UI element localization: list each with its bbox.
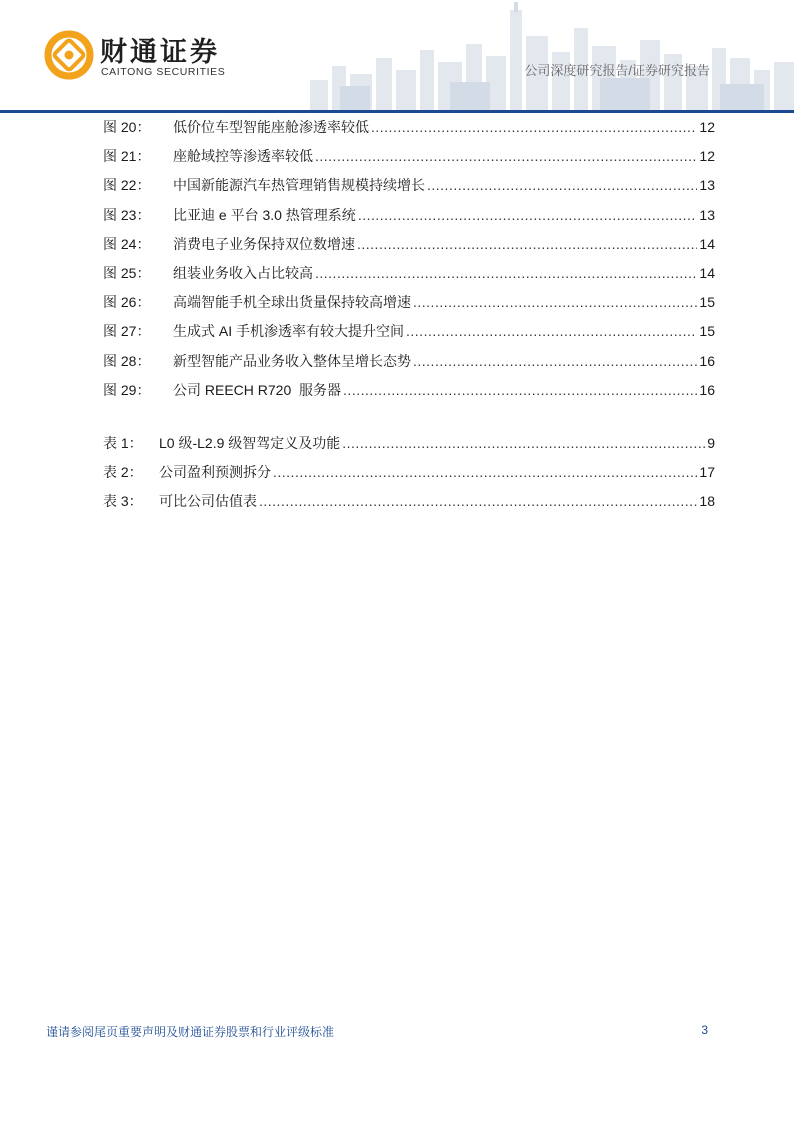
toc-entry-title: 高端智能手机全球出货量保持较高增速 [173,294,411,311]
toc-entry-title: 中国新能源汽车热管理销售规模持续增长 [173,177,425,194]
toc-entry-label: 表 3： [103,493,143,510]
section-spacer [103,409,715,433]
toc-entry-label: 图 29： [103,381,151,398]
toc-entry-page: 13 [699,206,715,223]
toc-entry-title: 低价位车型智能座舱渗透率较低 [173,119,369,135]
toc-entry-page: 14 [699,235,715,252]
toc-entry-label: 图 21： [103,148,151,165]
toc-entry-label: 图 23： [103,206,151,223]
dot-leader [259,493,697,509]
toc-entry-page: 12 [699,148,715,165]
toc-entry-page: 14 [699,264,715,281]
table-of-contents [103,117,715,520]
toc-entry-figure-20[interactable] [103,117,715,146]
toc-entry-title: 比亚迪 e 平台 3.0 热管理系统 [173,206,356,223]
header-divider [0,110,794,113]
dot-leader [427,177,697,193]
toc-entry-title: 组装业务收入占比较高 [173,264,313,281]
dot-leader [343,382,697,398]
page-header [0,0,794,116]
dot-leader [273,464,697,480]
dot-leader [358,207,698,223]
toc-entry-table-2[interactable] [103,462,715,491]
toc-entry-figure-28[interactable] [103,351,715,380]
toc-entry-title: 新型智能产品业务收入整体呈增长态势 [173,352,411,369]
dot-leader [315,148,697,164]
toc-entry-page: 13 [699,177,715,194]
toc-entry-title: 生成式 AI 手机渗透率有较大提升空间 [173,323,405,340]
toc-entry-title: 消费电子业务保持双位数增速 [173,235,355,252]
toc-entry-page: 18 [699,493,715,510]
toc-entry-figure-25[interactable] [103,263,715,292]
dot-leader [413,353,697,369]
toc-entry-figure-23[interactable] [103,205,715,234]
toc-entry-figure-24[interactable] [103,234,715,263]
toc-entry-title: 公司 REECH R720 服务器 [173,381,342,398]
toc-entry-title: 座舱域控等渗透率较低 [173,148,313,165]
toc-entry-figure-22[interactable] [103,175,715,204]
toc-entry-label: 图 22： [103,177,151,194]
toc-entry-figure-27[interactable] [103,321,715,350]
dot-leader [342,435,705,451]
dot-leader [357,236,697,252]
toc-entry-title: 可比公司估值表 [159,493,257,510]
toc-entry-page: 15 [699,294,715,311]
brand-name-en: CAITONG SECURITIES [101,66,226,78]
toc-entry-title: 公司盈利预测拆分 [159,464,271,481]
toc-entry-page: 16 [699,352,715,369]
toc-entry-label: 图 24： [103,235,151,252]
dot-leader [406,323,697,339]
dot-leader [371,119,697,135]
toc-entry-figure-29[interactable] [103,380,715,409]
toc-entry-page: 12 [699,119,715,135]
toc-entry-table-1[interactable] [103,433,715,462]
toc-entry-page: 16 [699,381,715,398]
dot-leader [413,294,697,310]
dot-leader [315,265,697,281]
toc-entry-label: 图 28： [103,352,151,369]
toc-entry-page: 9 [707,434,715,451]
toc-entry-table-3[interactable] [103,491,715,520]
report-type-label: 公司深度研究报告/证券研究报告 [524,63,710,78]
toc-entry-label: 图 26： [103,294,151,311]
toc-entry-label: 表 2： [103,464,143,481]
toc-entry-label: 图 20： [103,119,151,135]
city-skyline-graphic [300,0,794,112]
brand-name-cn: 财通证券 [100,37,220,68]
toc-entry-page: 15 [699,323,715,340]
toc-entry-label: 图 27： [103,323,151,340]
toc-entry-figure-21[interactable] [103,146,715,175]
footer-disclaimer: 谨请参阅尾页重要声明及财通证券股票和行业评级标准 [46,1025,335,1039]
toc-entry-figure-26[interactable] [103,292,715,321]
page-number: 3 [701,1023,708,1037]
toc-entry-label: 表 1： [103,434,143,451]
toc-entry-page: 17 [699,464,715,481]
caitong-logo-icon [44,30,94,80]
toc-entry-title: L0 级-L2.9 级智驾定义及功能 [159,434,341,451]
toc-entry-label: 图 25： [103,264,151,281]
